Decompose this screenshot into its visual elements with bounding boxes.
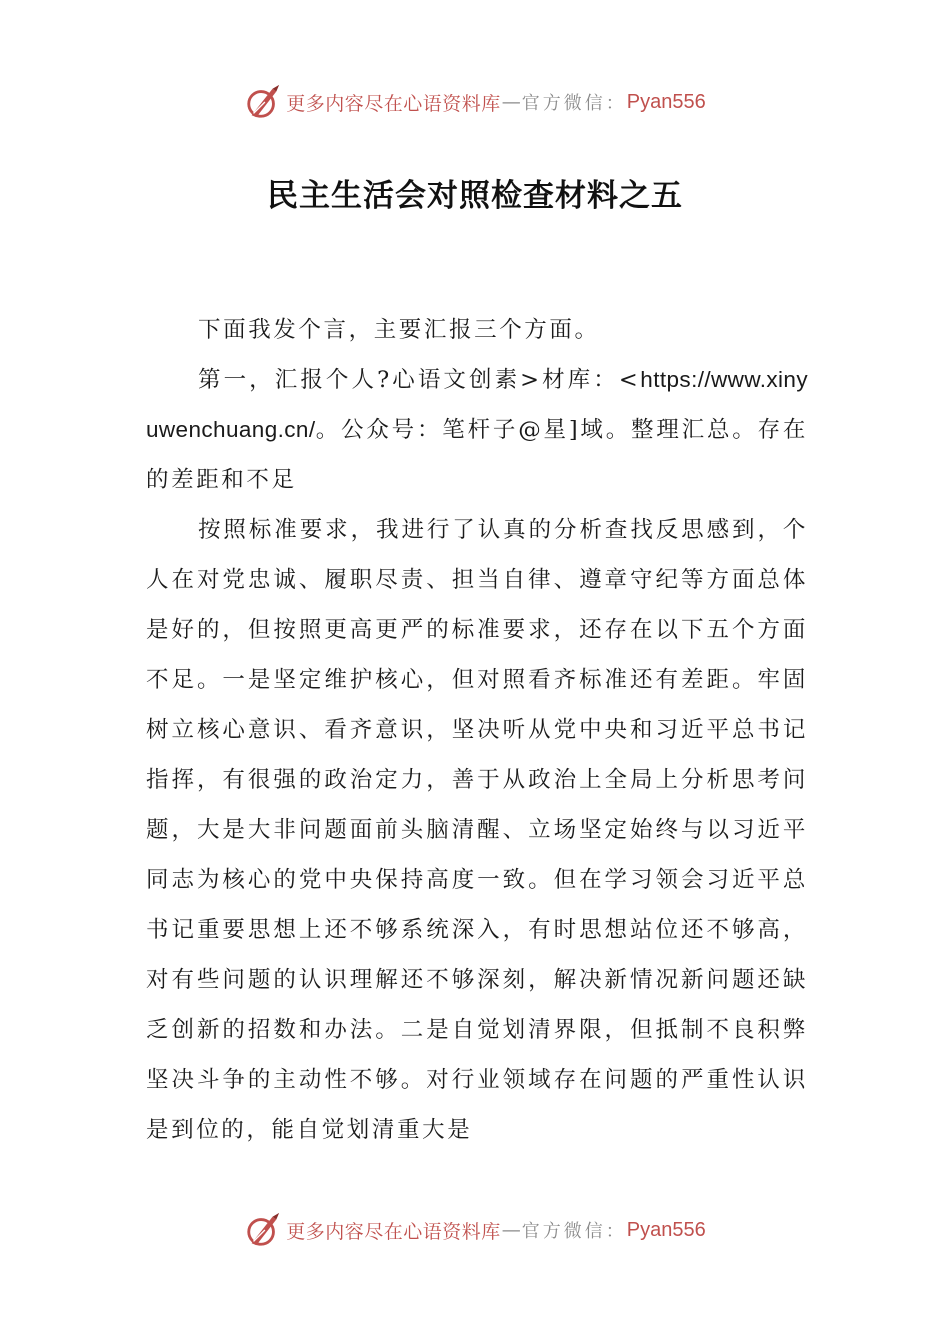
wechat-id: Pyan556 — [626, 90, 706, 113]
watermark-separator: — — [501, 91, 521, 113]
watermark-text: 更多内容尽在心语资料库 — [286, 1220, 501, 1243]
quill-pen-logo-icon — [244, 83, 282, 121]
paragraph-section-one-tail: 。公众号：笔杆子@星]域。整理汇总。存在的差距和不足 — [146, 417, 808, 493]
paragraph-analysis: 按照标准要求，我进行了认真的分析查找反思感到，个人在对党忠诚、履职尽责、担当自律、遵章守纪等方面总体是好的，但按照更高更严的标准要求，还存在以下五个方面不足。一是坚定维护核心，但对照看齐标准还有差距。牢固树立核心意识、看齐意识，坚决听从党中央和习近平总书记指挥，有很强的政治定力，善于从政治上全局上分析思考问题，大是大非问题面前头脑清醒、立场坚定始终与以习近平同志为核心的党中央保持高度一致。但在学习领会习近平总书记重要思想上还不够系统深入，有时思想站位还不够高，对有些问题的认识理解还不够深刻，解决新情况新问题还缺乏创新的招数和办法。二是自觉划清界限，但抵制不良积弊坚决斗争的主动性不够。对行业领域存在问题的严重性认识是到位的，能自觉划清重大是 — [146, 517, 808, 1143]
paragraph-section-one — [146, 355, 808, 505]
quill-pen-logo-icon — [244, 1211, 282, 1249]
footer-watermark-banner — [0, 1208, 950, 1252]
watermark-separator: — — [501, 1219, 521, 1241]
paragraph-section-one-lead: 第一，汇报个人?心语文创素>材库：< — [198, 367, 641, 393]
watermark-text: 更多内容尽在心语资料库 — [286, 92, 501, 115]
source-url-link[interactable]: https://www.xinyuwenchuang.cn/ — [146, 367, 808, 442]
wechat-label: 官方微信： — [521, 93, 627, 114]
wechat-label: 官方微信： — [521, 1221, 627, 1242]
header-watermark-banner — [0, 80, 950, 124]
wechat-id: Pyan556 — [626, 1218, 706, 1241]
document-title: 民主生活会对照检查材料之五 — [267, 178, 683, 214]
paragraph-intro: 下面我发个言，主要汇报三个方面。 — [198, 317, 600, 343]
document-body — [146, 305, 808, 1155]
